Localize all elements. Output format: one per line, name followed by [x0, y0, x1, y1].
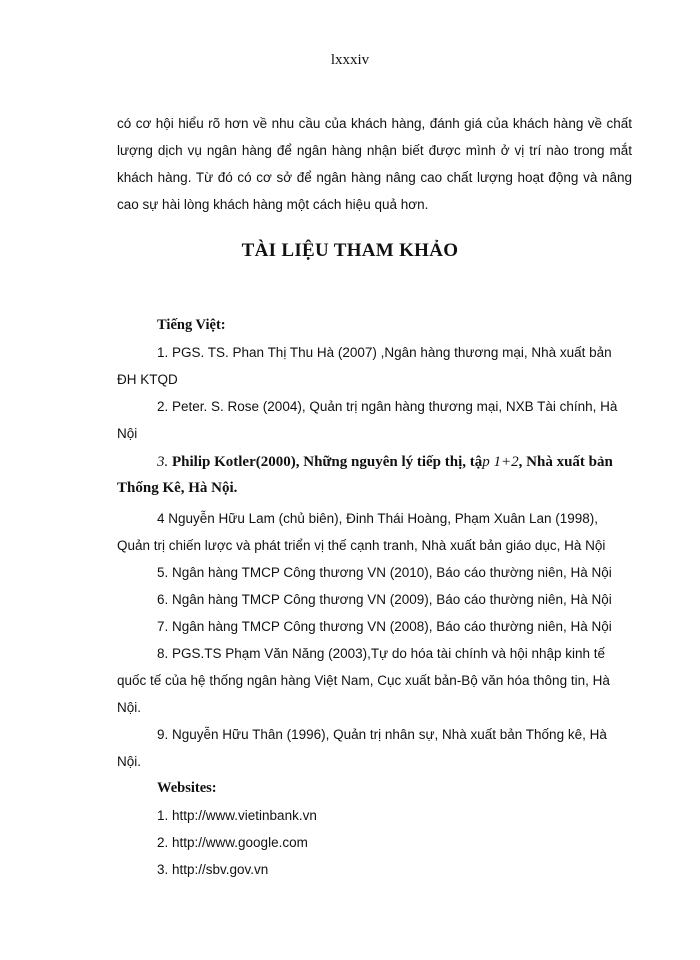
- reference-item-1: 1. PGS. TS. Phan Thị Thu Hà (2007) ,Ngân hàng thương mại, Nhà xuất bản ĐH KTQD: [117, 345, 612, 387]
- reference-item-3-number: 3.: [157, 454, 169, 470]
- reference-item-6: 6. Ngân hàng TMCP Công thương VN (2009), Báo cáo thường niên, Hà Nội: [157, 592, 612, 607]
- reference-item-9: 9. Nguyễn Hữu Thân (1996), Quản trị nhân sự, Nhà xuất bản Thống kê, Hà Nội.: [117, 727, 607, 769]
- references-heading: TÀI LIỆU THAM KHẢO: [241, 240, 459, 261]
- reference-item-7: 7. Ngân hàng TMCP Công thương VN (2008), Báo cáo thường niên, Hà Nội: [157, 619, 612, 634]
- website-item-1: 1. http://www.vietinbank.vn: [157, 808, 317, 823]
- intro-paragraph: có cơ hội hiểu rõ hơn về nhu cầu của khách hàng, đánh giá của khách hàng về chất lượng dịch vụ ngân hàng để ngân hàng nhận biết được mình ở vị trí nào trong mắt khách hàng. Từ đó có cơ sở để ngân hàng nâng cao chất lượng hoạt động và nâng cao sự hài lòng khách hàng một cách hiệu quả hơn.: [117, 116, 632, 212]
- reference-item-4: 4 Nguyễn Hữu Lam (chủ biên), Đinh Thái Hoàng, Phạm Xuân Lan (1998), Quản trị chiến lược và phát triển vị thế cạnh tranh, Nhà xuất bản giáo dục, Hà Nội: [117, 511, 606, 553]
- section-title-vietnamese: Tiếng Việt:: [157, 317, 226, 333]
- reference-item-3-text: Philip Kotler(2000), Những nguyên lý tiếp thị, tậ: [168, 454, 483, 470]
- reference-item-3-tail: , Nhà xuất bản Thống Kê, Hà Nội.: [117, 454, 613, 496]
- intro-paragraph-block: [117, 110, 632, 218]
- reference-item-5: 5. Ngân hàng TMCP Công thương VN (2010), Báo cáo thường niên, Hà Nội: [157, 565, 612, 580]
- reference-item-3: [117, 449, 632, 501]
- website-item-3: 3. http://sbv.gov.vn: [157, 862, 269, 877]
- page-number: lxxxiv: [330, 52, 370, 68]
- website-item-2: 2. http://www.google.com: [157, 835, 308, 850]
- section-title-websites: Websites:: [157, 780, 217, 796]
- references-list: [117, 312, 632, 883]
- reference-item-3-italic: p 1+2: [482, 454, 519, 470]
- reference-item-2: 2. Peter. S. Rose (2004), Quản trị ngân hàng thương mại, NXB Tài chính, Hà Nội: [117, 399, 618, 441]
- reference-item-8: 8. PGS.TS Phạm Văn Năng (2003),Tự do hóa tài chính và hội nhập kinh tế quốc tế của hệ thống ngân hàng Việt Nam, Cục xuất bản-Bộ văn hóa thông tin, Hà Nội.: [117, 646, 610, 715]
